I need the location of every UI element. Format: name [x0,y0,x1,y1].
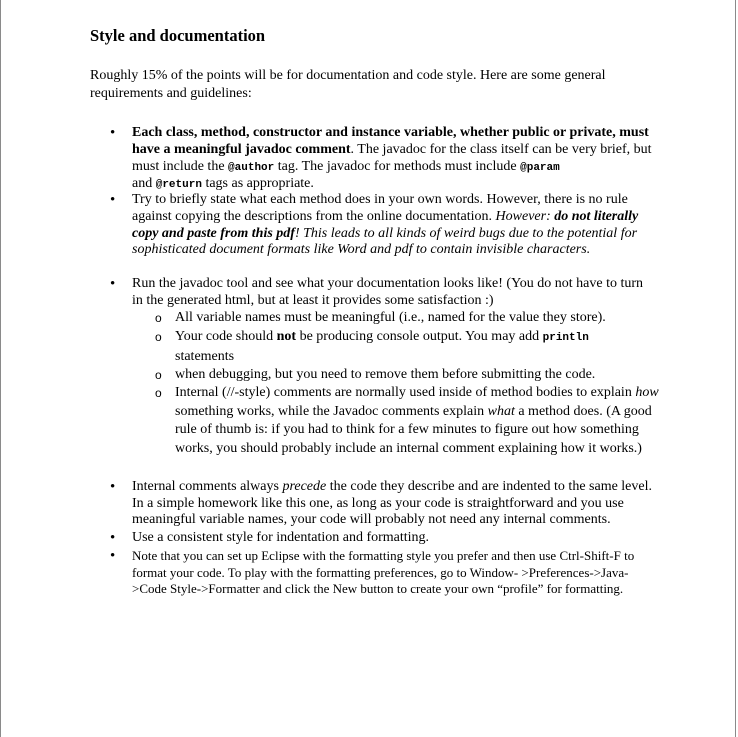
bullet-text: tags as appropriate. [201,176,314,192]
sub-bullet-internal-comments [175,384,665,458]
code-param-tag: @param [520,161,560,174]
bullet-text: and [132,176,156,192]
sub-text: Your code should [175,329,277,344]
bullet-text: the code they describe and are indented to the same level. In a simple homework like this one, as long as your code is straightforward and you use meaningful variable names, your code will probably not need any internal comments. [132,479,653,527]
bullet-javadoc-tool: • Run the javadoc tool and see what your documentation looks like! (You do not have to turn in the generated html, but at least it provides some satisfaction :) [132,276,657,310]
sub-text: Internal (//-style) comments are normally used inside of method bodies to explain [175,385,636,400]
bullet-text: . The javadoc for the class itself can be very brief, but must include the [132,141,652,174]
code-return-tag: @return [155,179,202,192]
bullet-own-words [132,192,657,259]
bullet-text: Try to briefly state what each method does in your own words. However, there is no rule against copying the descriptions from the online documentation. [132,192,628,224]
sub-bullet-variable-names: o All variable names must be meaningful (i.e., named for the value they store). [175,309,665,328]
code-author-tag: @author [228,161,275,174]
bullet-precede [132,479,657,529]
intro-paragraph: Roughly 15% of the points will be for documentation and code style. Here are some general requirements and guidelines: [90,68,606,101]
italic-precede: precede [282,479,327,494]
italic-what: what [487,403,515,419]
section-title: Style and documentation [90,26,266,45]
sub-text: be producing console output. You may add [296,329,543,344]
sub-text: statements [175,348,235,364]
bullet-text: tag. The javadoc for methods must include [274,158,521,174]
italic-how: how [635,385,659,400]
bold-not: not [276,329,297,344]
bold-italic-warning: do not literally copy and paste from this pdf [132,208,639,241]
sub-text: something works, while the Javadoc comments explain [175,403,488,419]
sub-bullet-console-output [175,328,665,366]
bullet-javadoc-requirement [132,125,657,194]
bullet-javadoc-bold: Each class, method, constructor and instance variable, whether public or private, must have a meaningful javadoc comment [132,125,649,157]
bullet-eclipse-formatting: • Note that you can set up Eclipse with the formatting style you prefer and then use Ctrl-Shift-F to format your code. To play with the formatting preferences, go to Window- >Preferences->Java- >Code Style->Formatter and click the New button to create your own “profile” for formatting. [132,548,657,598]
italic-text: However: [495,208,555,224]
bullet-text: Internal comments always [132,479,283,494]
code-println: println [542,332,589,344]
sub-text: a method does. (A good rule of thumb is: if you had to think for a few minutes to figure out how something works, you should probably include an internal comment explaining how it works.) [175,403,652,456]
sub-bullet-debugging: o when debugging, but you need to remove them before submitting the code. [175,366,665,385]
italic-text: ! This leads to all kinds of weird bugs due to the potential for sophisticated document formats like Word and pdf to contain invisible characters. [132,225,638,258]
bullet-consistent-style: • Use a consistent style for indentation and formatting. [132,530,657,547]
